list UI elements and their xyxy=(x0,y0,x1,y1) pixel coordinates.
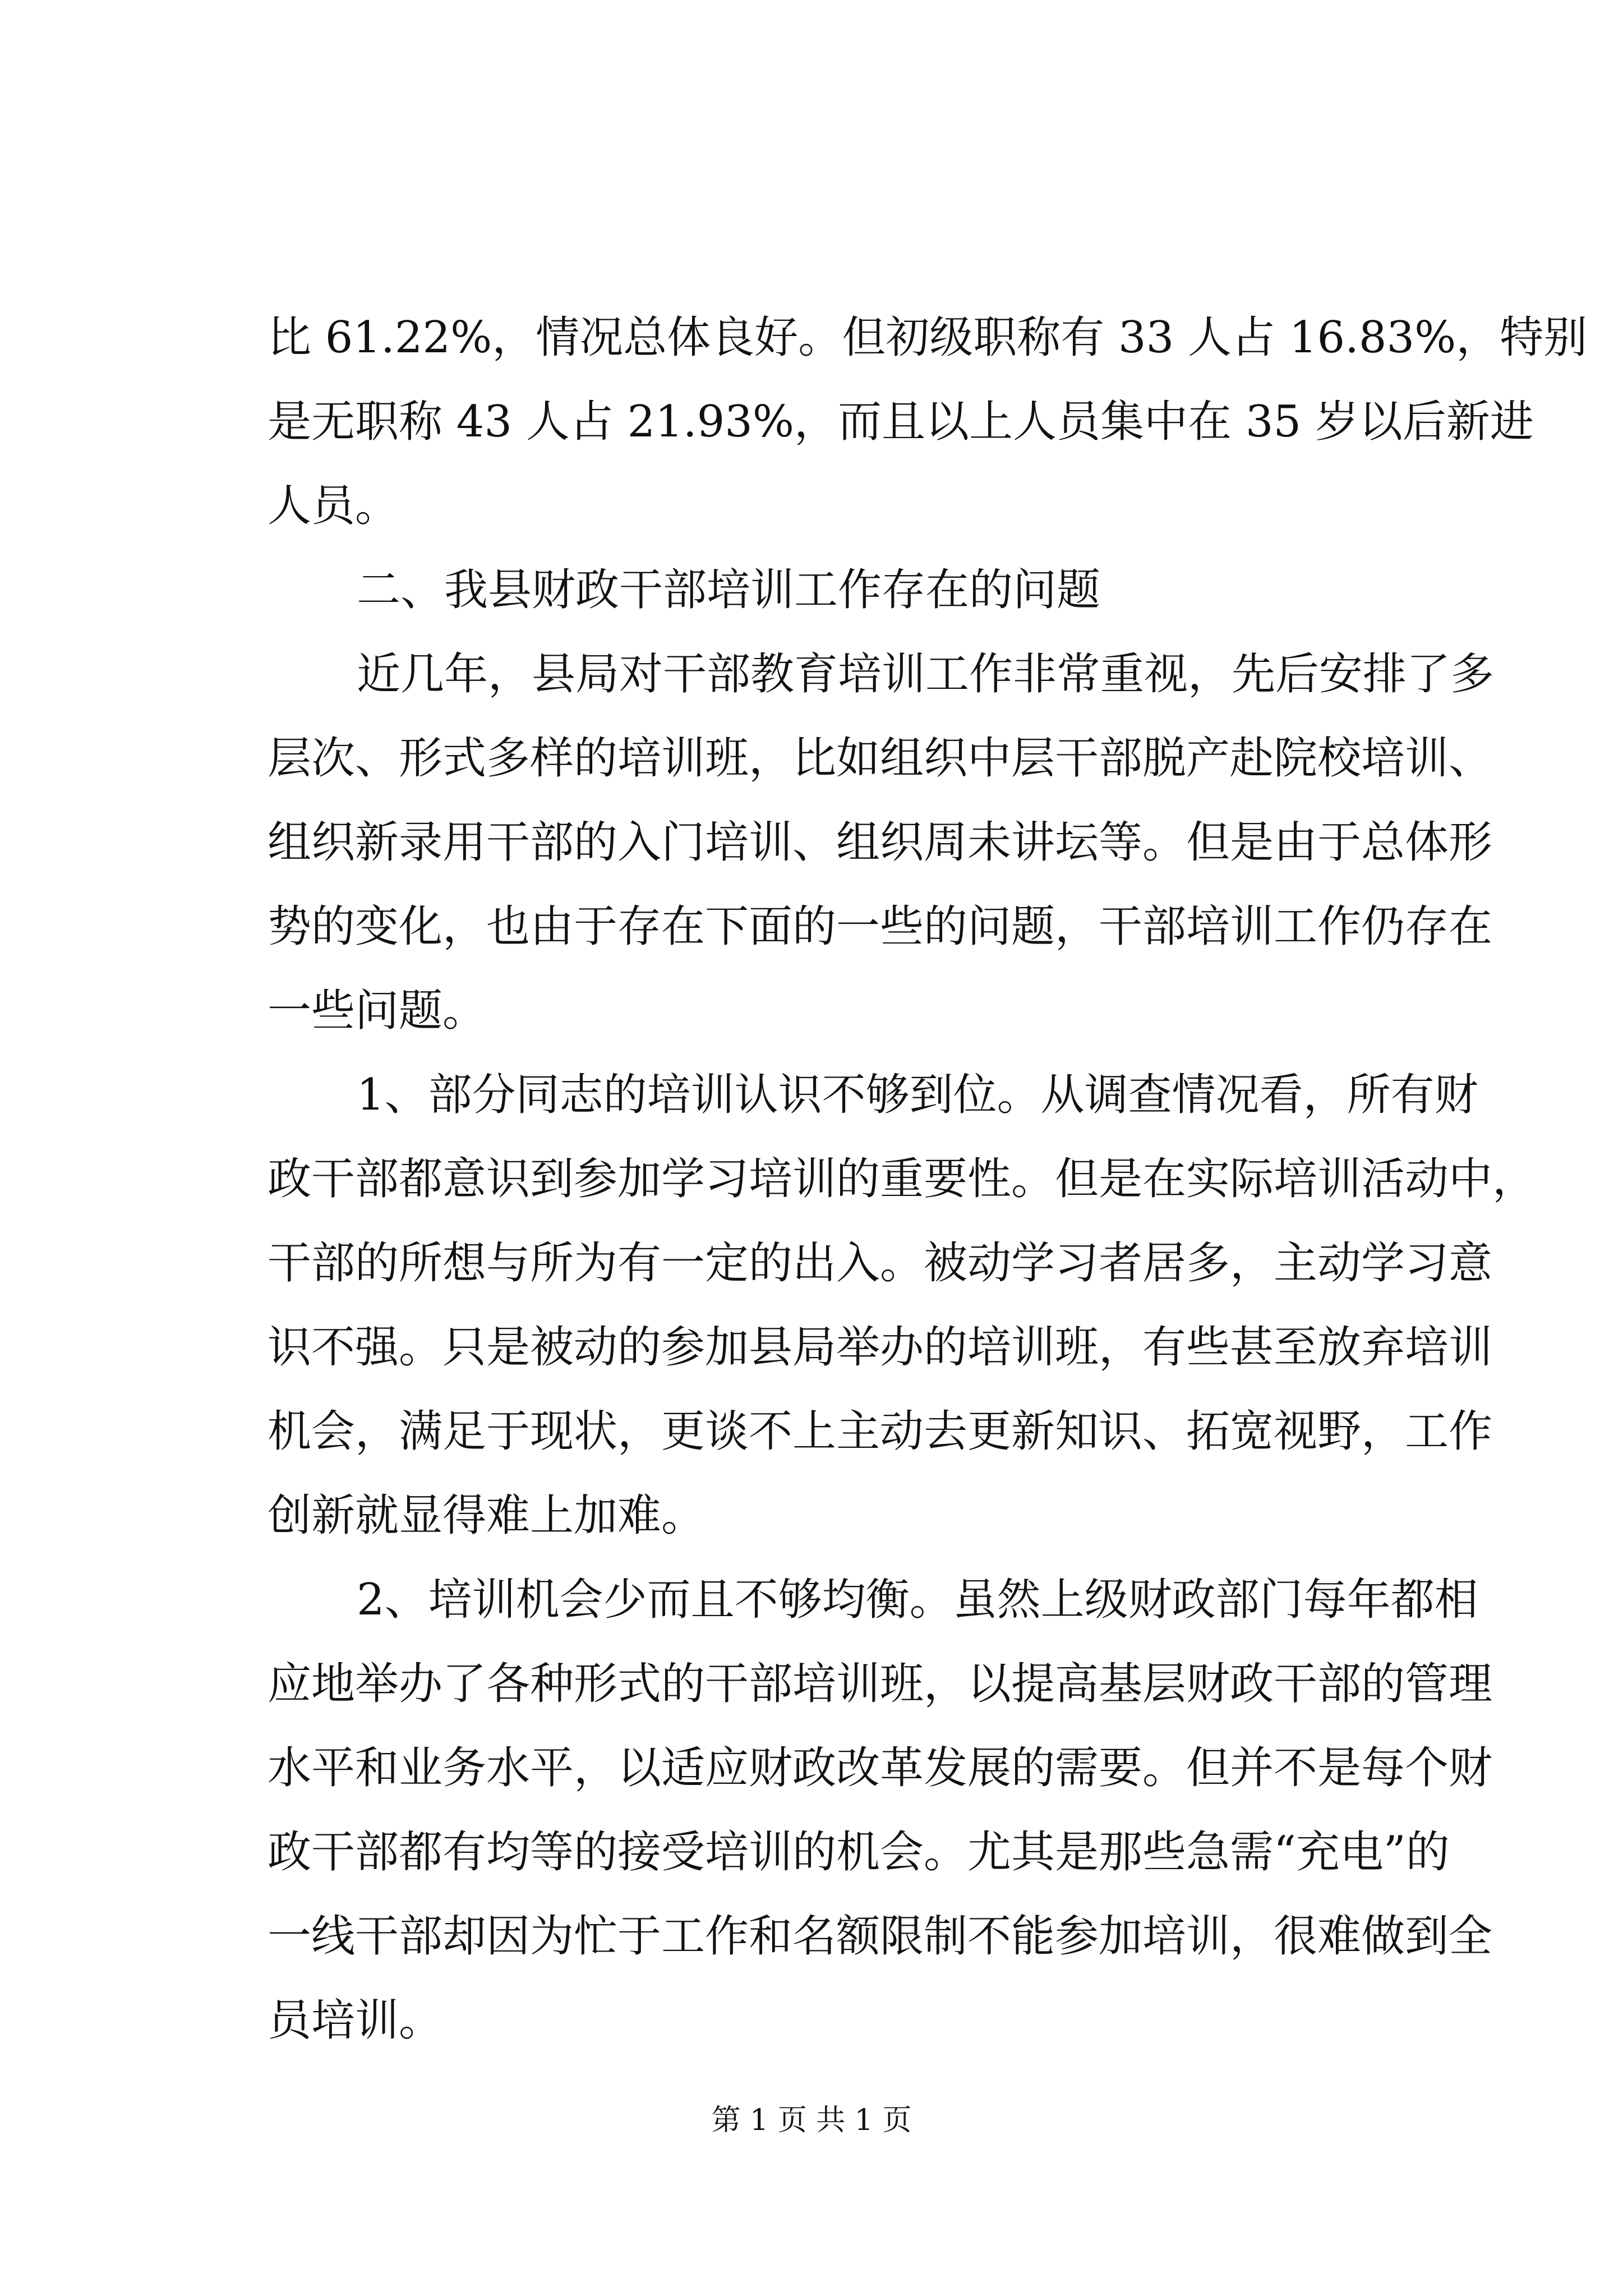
text-line: 政干部都意识到参加学习培训的重要性。但是在实际培训活动中， xyxy=(268,1154,1537,1204)
text-line: 层次、形式多样的培训班，比如组织中层干部脱产赴院校培训、 xyxy=(268,733,1493,784)
text-line: 组织新录用干部的入门培训、组织周未讲坛等。但是由于总体形 xyxy=(268,817,1493,868)
text-line: 应地举办了各种形式的干部培训班，以提高基层财政干部的管理 xyxy=(268,1659,1493,1709)
text-line: 一些问题。 xyxy=(268,986,487,1036)
text-line: 干部的所想与所为有一定的出入。被动学习者居多，主动学习意 xyxy=(268,1238,1493,1289)
text-line: 势的变化，也由于存在下面的一些的问题，干部培训工作仍存在 xyxy=(268,901,1493,952)
text-line: 2、培训机会少而且不够均衡。虽然上级财政部门每年都相 xyxy=(357,1575,1478,1625)
text-line: 近几年，县局对干部教育培训工作非常重视，先后安排了多 xyxy=(357,649,1495,700)
text-line: 人员。 xyxy=(268,481,399,531)
text-line: 创新就显得难上加难。 xyxy=(268,1490,706,1541)
text-line: 是无职称 43 人占 21.93%，而且以上人员集中在 35 岁以后新进 xyxy=(268,397,1534,447)
text-line: 1、部分同志的培训认识不够到位。从调查情况看，所有财 xyxy=(357,1070,1478,1120)
text-line: 政干部都有均等的接受培训的机会。尤其是那些急需“充电”的 xyxy=(268,1827,1450,1878)
text-line: 比 61.22%，情况总体良好。但初级职称有 33 人占 16.83%，特别 xyxy=(268,312,1588,363)
text-line: 一线干部却因为忙于工作和名额限制不能参加培训，很难做到全 xyxy=(268,1911,1493,1962)
page-footer: 第 1 页 共 1 页 xyxy=(711,2104,912,2137)
text-line: 水平和业务水平，以适应财政改革发展的需要。但并不是每个财 xyxy=(268,1743,1493,1793)
section-heading: 二、我县财政干部培训工作存在的问题 xyxy=(357,565,1101,615)
text-line: 机会，满足于现状，更谈不上主动去更新知识、拓宽视野，工作 xyxy=(268,1406,1493,1457)
text-line: 员培训。 xyxy=(268,1995,443,2046)
text-line: 识不强。只是被动的参加县局举办的培训班，有些甚至放弃培训 xyxy=(268,1322,1493,1373)
